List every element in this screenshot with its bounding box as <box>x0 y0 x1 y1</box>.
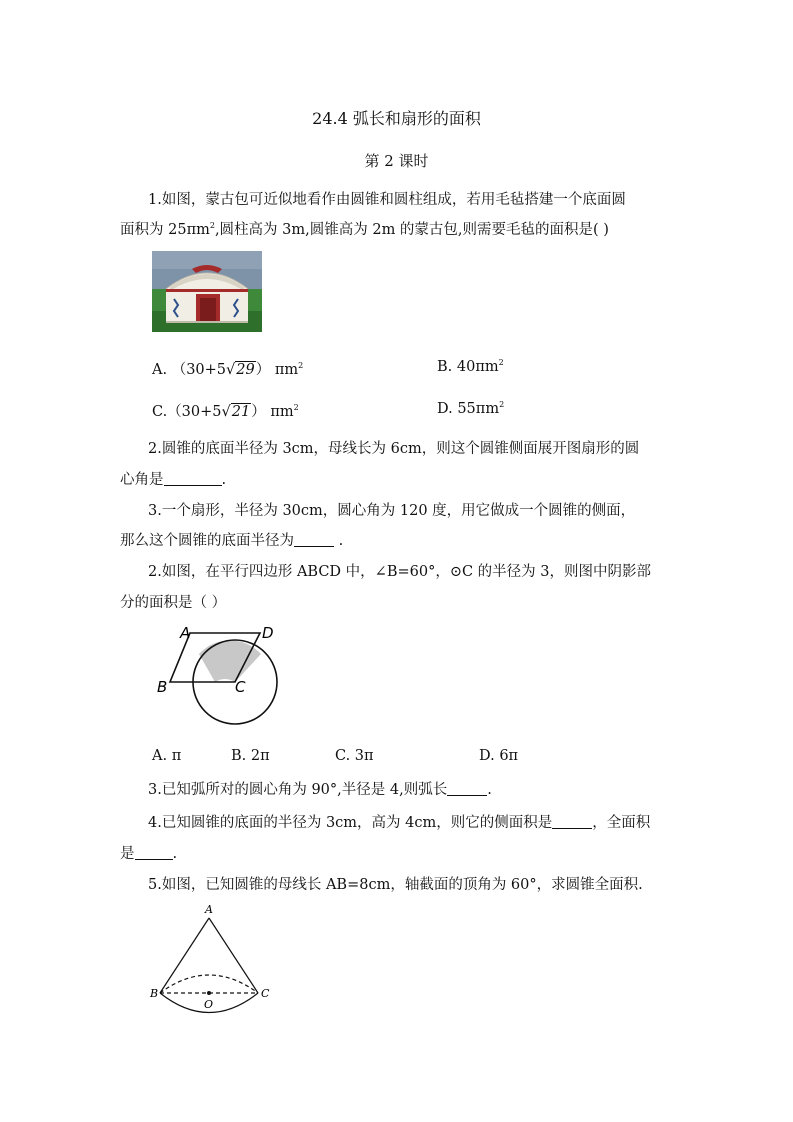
label-a: A <box>205 903 213 916</box>
answer-blank[interactable] <box>294 532 334 547</box>
q7-line: 5.如图，已知圆锥的母线长 AB=8cm，轴截面的顶角为 60°，求圆锥全面积. <box>148 877 643 893</box>
answer-blank[interactable] <box>552 814 592 829</box>
q1-option-d-pi: π <box>475 401 486 417</box>
q4-option-b: B. 2π <box>231 748 270 764</box>
q1-line2-c: ,圆柱高为 3m,圆锥高为 2m 的蒙古包,则需要毛毡的面积是( ) <box>214 222 609 238</box>
label-c: C <box>235 678 246 696</box>
q6-line1-end: ，全面积 <box>592 815 651 831</box>
q1-option-b-sq: 2 <box>498 358 504 367</box>
q3-line2 <box>120 529 343 550</box>
page-subtitle: 第 2 课时 <box>364 152 429 170</box>
q1-option-c-suffix: ） <box>251 404 266 420</box>
q1-line2 <box>120 218 609 239</box>
q6-line1 <box>148 811 650 832</box>
q6-line2-end: . <box>172 846 178 862</box>
q4-option-a: A. π <box>152 748 182 764</box>
q1-option-d-sq: 2 <box>499 400 505 409</box>
q2-line1: 2.圆锥的底面半径为 3cm，母线长为 6cm，则这个圆锥侧面展开图扇形的圆 <box>148 441 640 457</box>
q1-option-b-pi: π <box>475 359 485 375</box>
q6-line2-text: 是 <box>120 846 135 862</box>
answer-blank[interactable] <box>164 471 222 486</box>
q5-line-end: . <box>487 782 492 798</box>
q2-line2-end: . <box>221 472 227 488</box>
q3-line2-text: 那么这个圆锥的底面半径为 <box>120 533 294 549</box>
q1-option-a-radicand: 29 <box>236 362 255 378</box>
q1-sq: 2 <box>209 221 215 230</box>
label-o: O <box>204 998 214 1011</box>
q1-option-b <box>437 358 504 375</box>
q2-line2 <box>120 468 226 489</box>
answer-blank[interactable] <box>447 781 487 796</box>
q1-option-c-unit: m <box>279 404 294 420</box>
q1-option-d <box>437 400 504 417</box>
label-b: B <box>157 678 168 696</box>
q1-option-d-prefix: D. 55 <box>437 401 476 417</box>
q1-option-b-unit: m <box>484 359 499 375</box>
page-title: 24.4 弧长和扇形的面积 <box>312 109 481 128</box>
q2-line2-text: 心角是 <box>120 472 164 488</box>
q4-line2: 分的面积是（ ） <box>120 595 227 611</box>
q1-line1: 1.如图，蒙古包可近似地看作由圆锥和圆柱组成，若用毛毡搭建一个底面圆 <box>148 192 626 208</box>
q1-option-c-pi: π <box>270 404 280 420</box>
cone-figure <box>148 902 278 1018</box>
q1-option-c <box>152 400 299 421</box>
q1-option-c-sq: 2 <box>293 403 299 412</box>
answer-blank[interactable] <box>135 845 173 860</box>
q3-line1: 3.一个扇形，半径为 30cm，圆心角为 120 度，用它做成一个圆锥的侧面， <box>148 503 636 519</box>
q1-option-a <box>152 358 303 379</box>
q1-option-b-prefix: B. 40 <box>437 359 476 375</box>
q4-line1: 2.如图，在平行四边形 ABCD 中，∠B=60°，⊙C 的半径为 3，则图中阴影部 <box>148 564 652 580</box>
q5-line <box>148 778 492 799</box>
q4-option-c: C. 3π <box>335 748 374 764</box>
label-b: B <box>150 987 159 1000</box>
q1-option-a-suffix: ） <box>255 362 271 378</box>
sqrt-icon: √29 <box>226 362 255 378</box>
q1-option-a-unit: m <box>284 362 299 378</box>
q1-option-a-pi: π <box>274 362 285 378</box>
q1-option-c-prefix: C.（30+5 <box>152 404 222 420</box>
q4-option-d: D. 6π <box>479 748 519 764</box>
q1-pi: π <box>186 222 197 238</box>
q1-option-a-prefix: A. （30+5 <box>152 362 227 378</box>
label-d: D <box>262 624 274 642</box>
sqrt-icon: √21 <box>221 404 251 420</box>
q6-line2 <box>120 842 177 863</box>
mongolian-yurt-photo <box>152 251 262 332</box>
q1-line2-a: 面积为 25 <box>120 222 187 238</box>
q6-line1-text: 4.已知圆锥的底面的半径为 3cm，高为 4cm，则它的侧面积是 <box>148 815 553 831</box>
parallelogram-circle-figure <box>150 618 290 737</box>
q3-line2-end: . <box>334 533 344 549</box>
label-a: A <box>180 624 191 642</box>
q1-option-a-sq: 2 <box>298 361 304 370</box>
q1-option-c-radicand: 21 <box>231 404 251 420</box>
q1-unit: m <box>196 222 210 238</box>
q5-line-text: 3.已知弧所对的圆心角为 90°,半径是 4,则弧长 <box>148 782 448 798</box>
q1-option-d-unit: m <box>485 401 500 417</box>
label-c: C <box>261 987 270 1000</box>
